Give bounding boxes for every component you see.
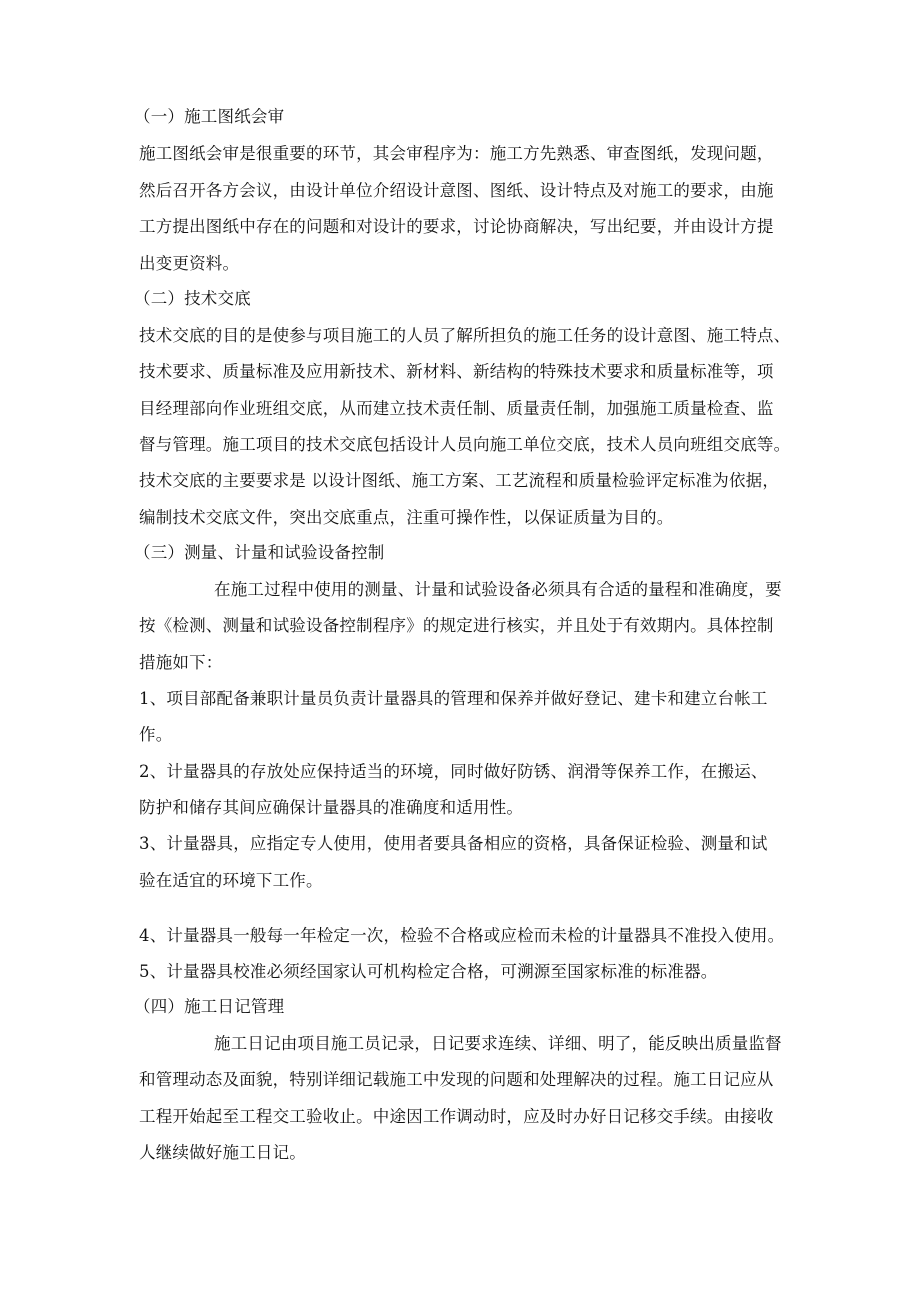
section-heading-3: （三）测量、计量和试验设备控制: [134, 543, 385, 562]
paragraph-line: 督与管理。施工项目的技术交底包括设计人员向施工单位交底，技术人员向班组交底等。: [139, 435, 791, 454]
section-heading-1: （一）施工图纸会审: [134, 107, 285, 126]
list-item-line: 5、计量器具校准必须经国家认可机构检定合格，可溯源至国家标准的标准器。: [139, 962, 718, 981]
section-heading-2: （二）技术交底: [134, 289, 251, 308]
list-item-line: 1、项目部配备兼职计量员负责计量器具的管理和保养并做好登记、建卡和建立台帐工: [139, 689, 768, 708]
paragraph-line: 工方提出图纸中存在的问题和对设计的要求，讨论协商解决，写出纪要，并由设计方提: [139, 217, 774, 236]
paragraph-line: 施工图纸会审是很重要的环节，其会审程序为：施工方先熟悉、审查图纸，发现问题，: [139, 144, 774, 163]
paragraph-line: 人继续做好施工日记。: [139, 1143, 306, 1162]
paragraph-line: 技术交底的目的是使参与项目施工的人员了解所担负的施工任务的设计意图、施工特点、: [139, 326, 791, 345]
list-item-line: 2、计量器具的存放处应保持适当的环境，同时做好防锈、润滑等保养工作，在搬运、: [139, 762, 768, 781]
paragraph-line: 然后召开各方会议，由设计单位介绍设计意图、图纸、设计特点及对施工的要求，由施: [139, 181, 774, 200]
paragraph-line: 技术交底的主要要求是 以设计图纸、施工方案、工艺流程和质量检验评定标准为依据，: [139, 471, 780, 490]
section-heading-4: （四）施工日记管理: [134, 997, 285, 1016]
list-item-line: 4、计量器具一般每一年检定一次，检验不合格或应检而未检的计量器具不准投入使用。: [139, 926, 785, 945]
list-item-line: 验在适宜的环境下工作。: [139, 871, 323, 890]
paragraph-line: 和管理动态及面貌，特别详细记载施工中发现的问题和处理解决的过程。施工日记应从: [139, 1070, 774, 1089]
paragraph-line: 措施如下：: [139, 653, 223, 672]
paragraph-line: 按《检测、测量和试验设备控制程序》的规定进行核实，并且处于有效期内。具体控制: [139, 616, 774, 635]
paragraph-line: 出变更资料。: [139, 254, 240, 273]
paragraph-line: 施工日记由项目施工员记录，日记要求连续、详细、明了，能反映出质量监督: [214, 1034, 782, 1053]
paragraph-line: 工程开始起至工程交工验收止。中途因工作调动时，应及时办好日记移交手续。由接收: [139, 1107, 774, 1126]
paragraph-line: 在施工过程中使用的测量、计量和试验设备必须具有合适的量程和准确度，要: [214, 580, 782, 599]
list-item-line: 作。: [139, 725, 173, 744]
paragraph-line: 目经理部向作业班组交底，从而建立技术责任制、质量责任制，加强施工质量检查、监: [139, 399, 774, 418]
list-item-line: 3、计量器具，应指定专人使用，使用者要具备相应的资格，具备保证检验、测量和试: [139, 834, 768, 853]
paragraph-line: 编制技术交底文件，突出交底重点，注重可操作性，以保证质量为目的。: [139, 508, 674, 527]
paragraph-line: 技术要求、质量标准及应用新技术、新材料、新结构的特殊技术要求和质量标准等，项: [139, 362, 774, 381]
list-item-line: 防护和储存其间应确保计量器具的准确度和适用性。: [139, 798, 524, 817]
